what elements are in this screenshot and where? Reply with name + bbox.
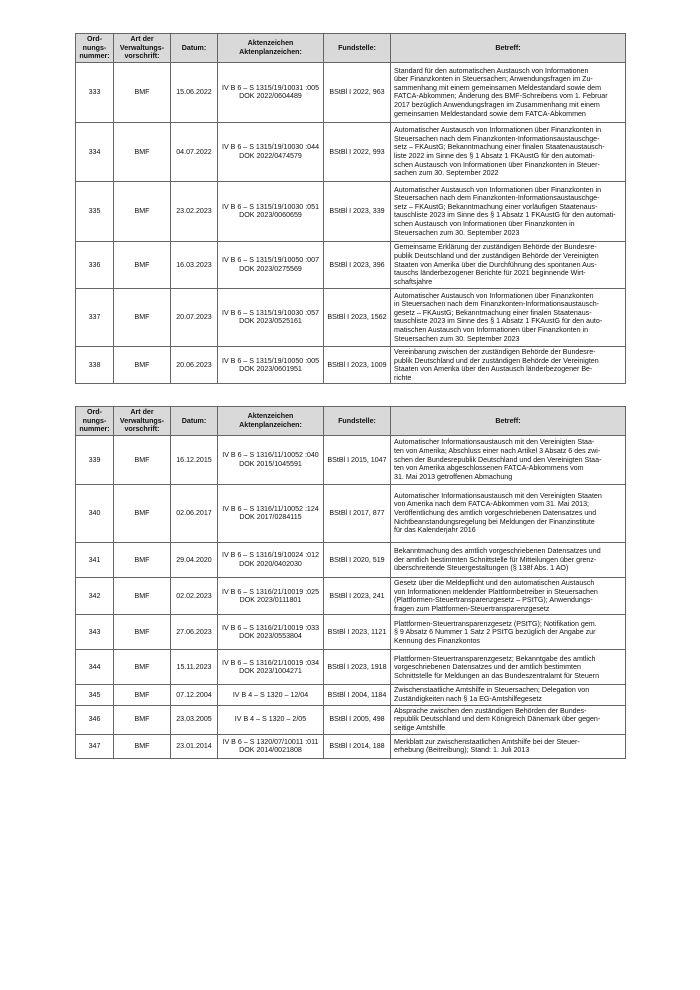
cell-aktenzeichen-line: IV B 4 – S 1320 – 12/04	[232, 690, 309, 699]
cell-fundstelle: BStBl I 2023, 339	[324, 181, 391, 241]
cell-betreff	[391, 705, 626, 734]
cell-betreff-line: Schnittstelle für Meldungen an das Bundeszentralamt für Steuern	[394, 671, 600, 680]
table-row	[76, 615, 626, 650]
cell-aktenzeichen-line: IV B 4 – S 1320 – 2/05	[234, 715, 307, 724]
cell-betreff-line: richte	[394, 373, 412, 382]
header-art-der-vorschrift	[114, 407, 171, 436]
cell-fundstelle: BStBl I 2023, 1009	[324, 346, 391, 384]
header-aktenzeichen	[218, 407, 324, 436]
header-fundstelle	[324, 407, 391, 436]
cell-ordnungsnummer: 335	[76, 181, 114, 241]
header-line: Verwaltungs-	[119, 416, 165, 425]
cell-aktenzeichen-line: DOK 2022/0474579	[239, 151, 302, 160]
header-betreff	[391, 34, 626, 63]
cell-betreff-line: Staaten von Amerika über die Durchführung des spontanen Aus-	[394, 260, 597, 269]
cell-aktenzeichen-line: DOK 2023/0525161	[239, 317, 302, 326]
cell-betreff-line: schen der Bundesrepublik Deutschland und den Vereinigten Staa-	[394, 455, 602, 464]
cell-aktenzeichen-line: IV B 6 – S 1315/19/10050 :005	[221, 356, 320, 365]
table-row	[76, 577, 626, 615]
cell-ordnungsnummer: 336	[76, 241, 114, 288]
cell-art: BMF	[114, 705, 171, 734]
cell-betreff-line: Automatischer Informationsaustausch mit den Vereinigten Staa-	[394, 438, 595, 447]
cell-aktenzeichen	[218, 542, 324, 577]
table-row	[76, 705, 626, 734]
cell-aktenzeichen	[218, 181, 324, 241]
cell-aktenzeichen	[218, 241, 324, 288]
cell-aktenzeichen-line: IV B 6 – S 1320/07/10011 :011	[222, 737, 319, 746]
cell-aktenzeichen	[218, 615, 324, 650]
cell-fundstelle: BStBl I 2023, 241	[324, 577, 391, 615]
table-row	[76, 685, 626, 705]
header-line: Verwaltungs-	[119, 43, 165, 52]
cell-aktenzeichen-line: IV B 6 – S 1316/21/10019 :025	[221, 587, 320, 596]
cell-aktenzeichen	[218, 346, 324, 384]
cell-datum: 04.07.2022	[171, 122, 218, 181]
cell-betreff-line: 2017 bezüglich Anwendungsfragen im Zusammenhang mit einem	[394, 101, 600, 110]
table-row	[76, 734, 626, 758]
cell-betreff-line: schaftsjahre	[394, 277, 433, 286]
cell-betreff	[391, 542, 626, 577]
cell-betreff-line: Zwischenstaatliche Amtshilfe in Steuersachen; Delegation von	[394, 686, 590, 695]
cell-aktenzeichen-line: IV B 6 – S 1315/19/10030 :051	[221, 202, 320, 211]
cell-aktenzeichen	[218, 435, 324, 484]
header-fundstelle	[324, 34, 391, 63]
header-line: Fundstelle:	[338, 43, 376, 52]
cell-art: BMF	[114, 241, 171, 288]
cell-betreff-line: in Steuersachen nach dem Finanzkonten-Informationsaustausch-	[394, 300, 600, 309]
cell-aktenzeichen-line: DOK 2023/0111801	[239, 596, 302, 605]
cell-datum: 23.02.2023	[171, 181, 218, 241]
cell-datum: 02.06.2017	[171, 484, 218, 542]
header-line: nummer:	[79, 425, 110, 434]
cell-datum: 15.11.2023	[171, 650, 218, 685]
cell-aktenzeichen-line: IV B 6 – S 1315/19/10030 :057	[221, 308, 320, 317]
cell-betreff-line: ten von Amerika abgeschlossenen FATCA-Abkommens vom	[394, 464, 584, 473]
cell-aktenzeichen	[218, 484, 324, 542]
cell-datum: 27.06.2023	[171, 615, 218, 650]
cell-betreff-line: tauschliste 2023 im Sinne des § 1 Absatz 1 FKAustG für den auto-	[394, 317, 603, 326]
cell-betreff-line: § 9 Absatz 6 Nummer 1 Satz 2 PStTG bezüglich der Angabe zur	[394, 628, 596, 637]
cell-betreff-line: publik Deutschland und der zuständigen Behörde der Vereinigten	[394, 356, 599, 365]
cell-aktenzeichen-line: DOK 2015/1045591	[239, 459, 302, 468]
cell-betreff	[391, 62, 626, 122]
cell-aktenzeichen-line: DOK 2017/0284115	[239, 513, 302, 522]
table-row	[76, 542, 626, 577]
cell-betreff-line: Vereinbarung zwischen der zuständigen Behörde der Bundesre-	[394, 347, 596, 356]
header-datum	[171, 407, 218, 436]
cell-betreff	[391, 484, 626, 542]
cell-betreff	[391, 685, 626, 705]
cell-datum: 15.06.2022	[171, 62, 218, 122]
cell-betreff-line: publik Deutschland und der zuständigen Behörde der Vereinigten	[394, 251, 599, 260]
cell-datum: 23.01.2014	[171, 734, 218, 758]
cell-betreff-line: sachen zum 30. September 2022	[394, 169, 499, 178]
header-line: Ord-	[87, 35, 102, 43]
cell-art: BMF	[114, 62, 171, 122]
cell-betreff-line: republik Deutschland und dem Königreich Dänemark über gegen-	[394, 715, 601, 724]
table-header-row	[76, 34, 626, 63]
cell-aktenzeichen-line: IV B 6 – S 1316/11/10052 :124	[222, 504, 319, 513]
cell-betreff-line: Automatischer Austausch von Informationen über Finanzkonten in	[394, 185, 602, 194]
cell-aktenzeichen	[218, 650, 324, 685]
cell-betreff-line: Absprache zwischen den zuständigen Behörden der Bundes-	[394, 706, 587, 715]
cell-aktenzeichen-line: IV B 6 – S 1316/11/10052 :040	[222, 451, 319, 460]
cell-betreff-line: Automatischer Informationsaustausch mit den Vereinigten Staaten	[394, 491, 602, 500]
cell-aktenzeichen-line: IV B 6 – S 1316/19/10024 :012	[221, 551, 320, 560]
cell-datum: 20.06.2023	[171, 346, 218, 384]
cell-datum: 07.12.2004	[171, 685, 218, 705]
header-line: Datum:	[181, 416, 207, 425]
cell-betreff-line: Automatischer Austausch von Informationen über Finanzkonten	[394, 291, 594, 300]
cell-datum: 16.03.2023	[171, 241, 218, 288]
cell-ordnungsnummer: 343	[76, 615, 114, 650]
cell-ordnungsnummer: 344	[76, 650, 114, 685]
table-row	[76, 62, 626, 122]
cell-ordnungsnummer: 337	[76, 288, 114, 346]
cell-datum: 23.03.2005	[171, 705, 218, 734]
cell-ordnungsnummer: 341	[76, 542, 114, 577]
table-row	[76, 650, 626, 685]
cell-betreff-line: Plattformen-Steuertransparenzgesetz (PStTG); Notifikation gem.	[394, 619, 597, 628]
cell-ordnungsnummer: 339	[76, 435, 114, 484]
cell-aktenzeichen-line: IV B 6 – S 1315/19/10030 :044	[221, 143, 320, 152]
cell-fundstelle: BStBl I 2022, 963	[324, 62, 391, 122]
cell-fundstelle: BStBl I 2023, 1562	[324, 288, 391, 346]
cell-ordnungsnummer: 346	[76, 705, 114, 734]
cell-betreff	[391, 615, 626, 650]
cell-betreff-line: für das Kalenderjahr 2016	[394, 526, 476, 535]
header-line: Aktenzeichen	[247, 412, 294, 421]
cell-ordnungsnummer: 334	[76, 122, 114, 181]
cell-betreff-line: Bekanntmachung des amtlich vorgeschriebenen Datensatzes und	[394, 546, 601, 555]
header-datum	[171, 34, 218, 63]
cell-aktenzeichen-line: IV B 6 – S 1315/19/10050 :007	[221, 256, 320, 265]
cell-art: BMF	[114, 435, 171, 484]
cell-betreff-line: Merkblatt zur zwischenstaatlichen Amtshilfe bei der Steuer-	[394, 737, 580, 746]
cell-art: BMF	[114, 346, 171, 384]
cell-betreff-line: Plattformen-Steuertransparenzgesetz; Bekanntgabe des amtlich	[394, 654, 596, 663]
regulation-table-1	[75, 33, 626, 384]
cell-betreff-line: vorgeschriebenen Datensatzes und der amtlich bestimmten	[394, 663, 581, 672]
header-line: nungs-	[82, 43, 107, 52]
cell-betreff-line: seitige Amtshilfe	[394, 724, 446, 733]
cell-betreff-line: FATCA-Abkommen; Änderung des BMF-Schreibens vom 1. Februar	[394, 92, 608, 101]
header-line: Aktenzeichen	[247, 39, 294, 48]
cell-aktenzeichen	[218, 577, 324, 615]
cell-ordnungsnummer: 342	[76, 577, 114, 615]
table-body	[76, 435, 626, 758]
cell-aktenzeichen	[218, 685, 324, 705]
cell-betreff-line: 31. Mai 2013 getroffenen Abmachung	[394, 472, 513, 481]
cell-aktenzeichen-line: DOK 2014/0021808	[239, 746, 302, 755]
cell-ordnungsnummer: 347	[76, 734, 114, 758]
cell-aktenzeichen	[218, 288, 324, 346]
cell-datum: 29.04.2020	[171, 542, 218, 577]
cell-betreff	[391, 734, 626, 758]
cell-betreff-line: setz – FKAustG; Bekanntmachung einer finalen Staatenaustausch-	[394, 143, 605, 152]
cell-art: BMF	[114, 685, 171, 705]
cell-betreff-line: Standard für den automatischen Austausch von Informationen	[394, 66, 589, 75]
cell-datum: 16.12.2015	[171, 435, 218, 484]
cell-aktenzeichen-line: IV B 6 – S 1316/21/10019 :033	[221, 623, 320, 632]
cell-betreff-line: Zuständigkeiten nach § 1a EG-Amtshilfegesetz	[394, 695, 542, 704]
cell-betreff-line: Steuersachen nach dem Finanzkonten-Informationsaustauschge-	[394, 194, 600, 203]
cell-aktenzeichen	[218, 122, 324, 181]
cell-betreff-line: Gesetz über die Meldepflicht und den automatischen Austausch	[394, 578, 595, 587]
cell-art: BMF	[114, 734, 171, 758]
cell-betreff-line: Steuersachen zum 30. September 2023	[394, 334, 520, 343]
cell-aktenzeichen-line: DOK 2022/0604489	[239, 92, 302, 101]
table-row	[76, 122, 626, 181]
cell-betreff	[391, 181, 626, 241]
cell-art: BMF	[114, 615, 171, 650]
header-aktenzeichen	[218, 34, 324, 63]
table-header-row	[76, 407, 626, 436]
cell-betreff-line: Gemeinsame Erklärung der zuständigen Behörde der Bundesre-	[394, 243, 597, 252]
header-line: Aktenplanzeichen:	[239, 420, 302, 429]
cell-art: BMF	[114, 122, 171, 181]
cell-fundstelle: BStBl I 2023, 1121	[324, 615, 391, 650]
header-line: Fundstelle:	[338, 416, 376, 425]
cell-art: BMF	[114, 650, 171, 685]
cell-fundstelle: BStBl I 2023, 396	[324, 241, 391, 288]
cell-betreff-line: Staaten von Amerika über den Austausch länderbezogener Be-	[394, 365, 593, 374]
cell-betreff-line: gesetz – FKAustG; Bekanntmachung einer finalen Staatenaus-	[394, 308, 592, 317]
cell-betreff-line: matischen Austausch von Informationen über Finanzkonten in	[394, 326, 589, 335]
cell-fundstelle: BStBl I 2017, 877	[324, 484, 391, 542]
cell-aktenzeichen-line: DOK 2023/0275569	[239, 264, 302, 273]
cell-betreff-line: schen Austausch von Informationen über Finanzkonten in	[394, 220, 575, 229]
table-body	[76, 62, 626, 384]
cell-betreff-line: schen Austausch von Informationen über Finanzkonten in Steuer-	[394, 160, 600, 169]
cell-ordnungsnummer: 333	[76, 62, 114, 122]
cell-aktenzeichen-line: DOK 2023/0553804	[239, 632, 302, 641]
header-line: vorschrift:	[124, 52, 160, 61]
header-line: Art der	[130, 35, 154, 43]
cell-datum: 02.02.2023	[171, 577, 218, 615]
cell-art: BMF	[114, 577, 171, 615]
cell-betreff-line: Steuersachen zum 30. September 2023	[394, 228, 520, 237]
cell-betreff-line: tauschs länderbezogener Berichte für 2021 beginnende Wirt-	[394, 269, 586, 278]
cell-fundstelle: BStBl I 2004, 1184	[324, 685, 391, 705]
header-line: Datum:	[181, 43, 207, 52]
cell-fundstelle: BStBl I 2022, 993	[324, 122, 391, 181]
cell-art: BMF	[114, 484, 171, 542]
cell-betreff-line: gemeinsamen Meldestandard sowie dem FATCA-Abkommen	[394, 109, 586, 118]
cell-betreff-line: über Finanzkonten in Steuersachen; Anwendungsfragen im Zu-	[394, 75, 593, 84]
table-row	[76, 241, 626, 288]
cell-betreff-line: sammenhang mit einem gemeinsamen Meldestandard sowie dem	[394, 83, 602, 92]
cell-betreff	[391, 346, 626, 384]
cell-betreff-line: Nichtbeanstandungsregelung bei Meldungen der Finanzinstitute	[394, 517, 595, 526]
cell-betreff	[391, 288, 626, 346]
cell-betreff	[391, 435, 626, 484]
header-line: nungs-	[82, 416, 107, 425]
header-betreff	[391, 407, 626, 436]
cell-betreff-line: der amtlich bestimmten Schnittstelle für Mitteilungen über grenz-	[394, 555, 597, 564]
cell-betreff-line: Steuersachen nach dem Finanzkonten-Informationsaustauschge-	[394, 134, 600, 143]
cell-betreff	[391, 241, 626, 288]
header-ordnungsnummer	[76, 407, 114, 436]
cell-fundstelle: BStBl I 2005, 498	[324, 705, 391, 734]
cell-ordnungsnummer: 338	[76, 346, 114, 384]
table-row	[76, 484, 626, 542]
table-row	[76, 346, 626, 384]
cell-betreff-line: tauschliste 2023 im Sinne des § 1 Absatz 1 FKAustG für den automati-	[394, 211, 616, 220]
cell-art: BMF	[114, 542, 171, 577]
cell-art: BMF	[114, 181, 171, 241]
header-line: Betreff:	[495, 416, 521, 425]
cell-betreff-line: von Amerika nach dem FATCA-Abkommen vom 31. Mai 2013;	[394, 500, 590, 509]
cell-aktenzeichen-line: DOK 2023/0060659	[239, 211, 302, 220]
header-line: Aktenplanzeichen:	[239, 47, 302, 56]
cell-betreff-line: fragen zum Plattformen-Steuertransparenzgesetz	[394, 604, 550, 613]
cell-fundstelle: BStBl I 2015, 1047	[324, 435, 391, 484]
cell-datum: 20.07.2023	[171, 288, 218, 346]
cell-betreff-line: ten von Amerika; Abschluss einer nach Artikel 3 Absatz 6 des zwi-	[394, 446, 601, 455]
table-row	[76, 181, 626, 241]
cell-fundstelle: BStBl I 2014, 188	[324, 734, 391, 758]
cell-aktenzeichen-line: DOK 2023/1004271	[239, 667, 302, 676]
cell-fundstelle: BStBl I 2023, 1918	[324, 650, 391, 685]
header-line: Betreff:	[495, 43, 521, 52]
table-row	[76, 288, 626, 346]
cell-betreff-line: Automatischer Austausch von Informationen über Finanzkonten in	[394, 126, 602, 134]
cell-betreff-line: Kennung des Finanzkontos	[394, 636, 480, 645]
regulation-table-2	[75, 406, 626, 759]
cell-aktenzeichen-line: IV B 6 – S 1316/21/10019 :034	[221, 658, 320, 667]
cell-betreff-line: setz – FKAustG; Bekanntmachung einer vorläufigen Staatenaus-	[394, 202, 598, 211]
cell-aktenzeichen-line: DOK 2023/0601951	[239, 365, 302, 374]
cell-betreff-line: von Informationen meldender Plattformbetreiber in Steuersachen	[394, 587, 598, 596]
cell-aktenzeichen-line: DOK 2020/0402030	[239, 559, 302, 568]
cell-betreff	[391, 650, 626, 685]
cell-ordnungsnummer: 340	[76, 484, 114, 542]
cell-betreff-line: Veröffentlichung des amtlich vorgeschriebenen Datensatzes und	[394, 509, 597, 518]
cell-ordnungsnummer: 345	[76, 685, 114, 705]
cell-betreff	[391, 122, 626, 181]
table-row	[76, 435, 626, 484]
header-line: Art der	[130, 408, 154, 416]
cell-aktenzeichen	[218, 734, 324, 758]
cell-betreff	[391, 577, 626, 615]
cell-betreff-line: überschreitende Steuergestaltungen (§ 138f Abs. 1 AO)	[394, 564, 569, 573]
header-ordnungsnummer	[76, 34, 114, 63]
cell-betreff-line: liste 2022 im Sinne des § 1 Absatz 1 FKAustG für den automati-	[394, 151, 595, 160]
cell-betreff-line: (Plattformen-Steuertransparenzgesetz – PStTG); Anwendungs-	[394, 596, 593, 605]
header-line: vorschrift:	[124, 425, 160, 434]
cell-betreff-line: erhebung (Beitreibung); Stand: 1. Juli 2013	[394, 746, 530, 755]
cell-aktenzeichen-line: IV B 6 – S 1315/19/10031 :005	[221, 83, 320, 92]
cell-aktenzeichen	[218, 62, 324, 122]
cell-art: BMF	[114, 288, 171, 346]
header-art-der-vorschrift	[114, 34, 171, 63]
cell-aktenzeichen	[218, 705, 324, 734]
header-line: Ord-	[87, 408, 102, 416]
header-line: nummer:	[79, 52, 110, 61]
cell-fundstelle: BStBl I 2020, 519	[324, 542, 391, 577]
